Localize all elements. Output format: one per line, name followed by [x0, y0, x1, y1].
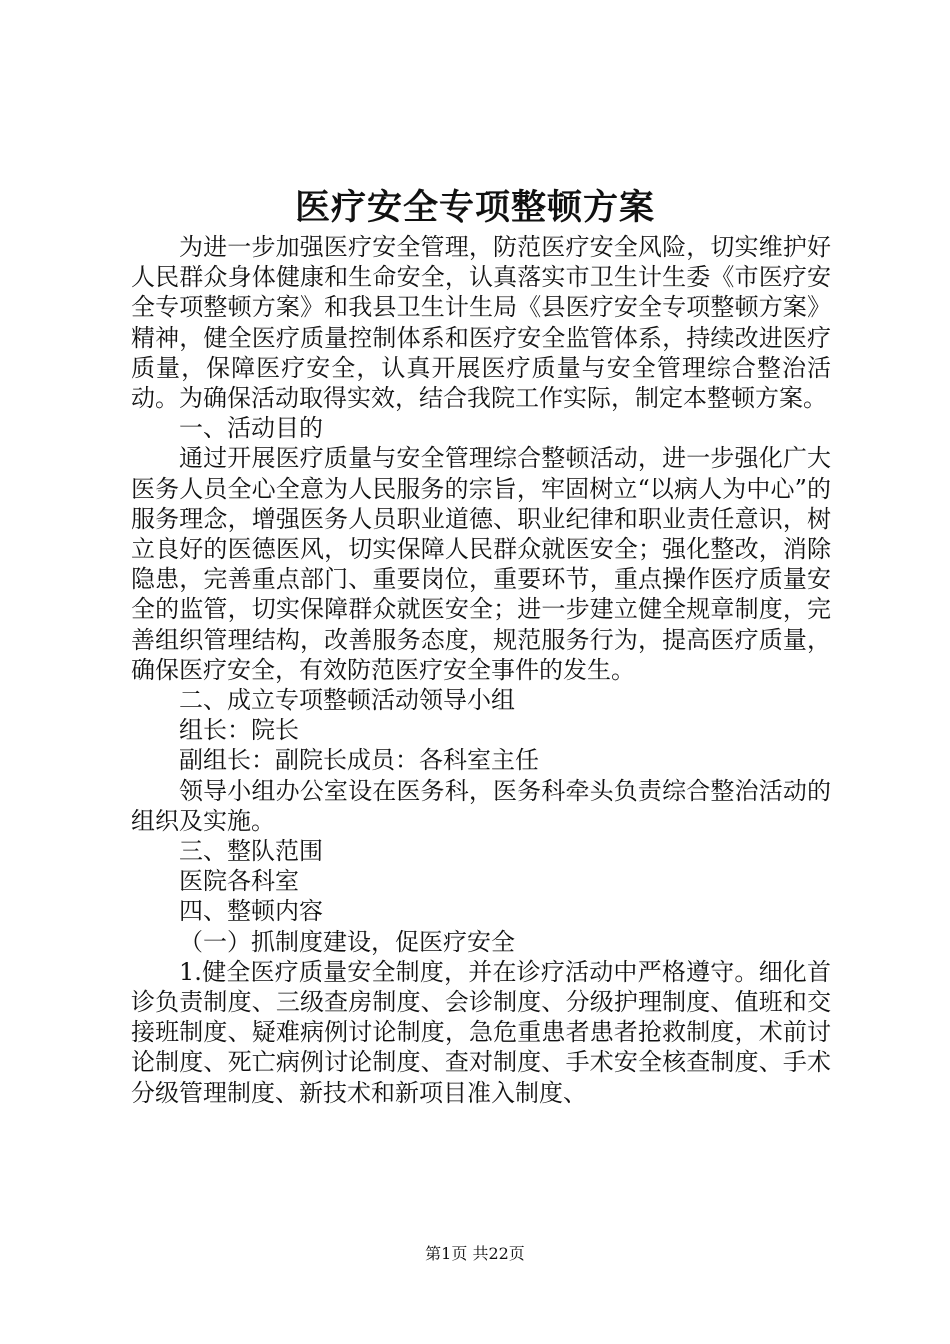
section-heading-purpose: 一、活动目的	[179, 414, 323, 443]
subsection-heading-system: （一）抓制度建设，促医疗安全	[179, 927, 515, 956]
document-title: 医疗安全专项整顿方案	[294, 187, 655, 228]
section-heading-scope: 三、整队范围	[179, 837, 323, 866]
paragraph-deputy-leader: 副组长：副院长成员：各科室主任	[179, 746, 539, 775]
section-heading-leadership: 二、成立专项整顿活动领导小组	[179, 686, 515, 715]
paragraph-purpose: 通过开展医疗质量与安全管理综合整顿活动，进一步强化广大医务人员全心全意为人民服务的宗旨，牢固树立“以病人为中心”的服务理念，增强医务人员职业道德、职业纪律和职业责任意识，树立良好的医德医风，切实保障人民群众就医安全；强化整改，消除隐患，完善重点部门、重要岗位，重要环节，重点操作医疗质量安全的监管，切实保障群众就医安全；进一步建立健全规章制度，完善组织管理结构，改善服务态度，规范服务行为，提高医疗质量，确保医疗安全，有效防范医疗安全事件的发生。	[131, 444, 831, 684]
paragraph-item-1: 1.健全医疗质量安全制度，并在诊疗活动中严格遵守。细化首诊负责制度、三级查房制度、会诊制度、分级护理制度、值班和交接班制度、疑难病例讨论制度，急危重患者患者抢救制度，术前讨论制度、死亡病例讨论制度、查对制度、手术安全核查制度、手术分级管理制度、新技术和新项目准入制度、	[131, 957, 831, 1107]
paragraph-scope: 医院各科室	[179, 867, 299, 896]
document-body	[131, 232, 831, 1108]
paragraph-intro: 为进一步加强医疗安全管理，防范医疗安全风险，切实维护好人民群众身体健康和生命安全，认真落实市卫生计生委《市医疗安全专项整顿方案》和我县卫生计生局《县医疗安全专项整顿方案》精神，健全医疗质量控制体系和医疗安全监管体系，持续改进医疗质量，保障医疗安全，认真开展医疗质量与安全管理综合整治活动。为确保活动取得实效，结合我院工作实际，制定本整顿方案。	[131, 233, 831, 413]
section-heading-content: 四、整顿内容	[179, 897, 323, 926]
paragraph-leader: 组长：院长	[179, 716, 299, 745]
paragraph-office: 领导小组办公室设在医务科，医务科牵头负责综合整治活动的组织及实施。	[131, 776, 831, 835]
page-number: 第1页 共22页	[425, 1244, 525, 1263]
